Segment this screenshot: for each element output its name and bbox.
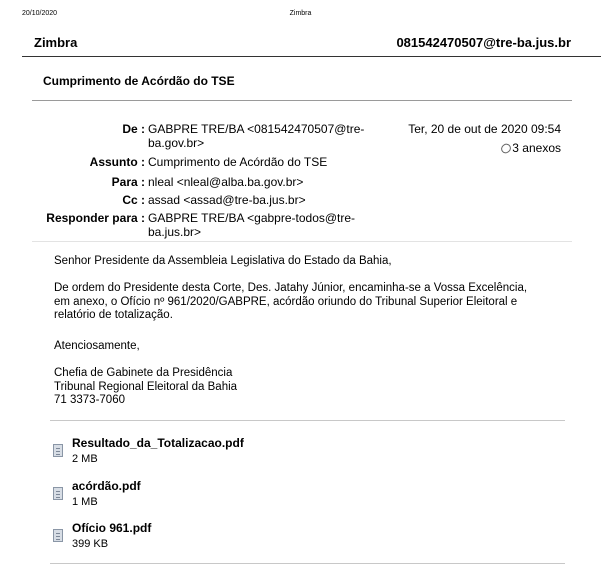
cc-value[interactable]: assad <assad@tre-ba.jus.br> xyxy=(148,193,306,207)
cc-label: Cc : xyxy=(122,193,145,207)
print-app-name: Zimbra xyxy=(289,10,312,17)
attachment-name[interactable]: Ofício 961.pdf xyxy=(72,521,152,535)
pdf-file-icon xyxy=(53,487,63,500)
signature xyxy=(54,367,237,408)
attachments-count[interactable]: 3 anexos xyxy=(501,141,561,155)
from-label: De : xyxy=(122,122,145,136)
pdf-file-icon xyxy=(53,529,63,542)
from-value[interactable] xyxy=(148,122,364,150)
pdf-file-icon xyxy=(53,444,63,457)
reply-to-line2: ba.jus.br> xyxy=(148,225,202,239)
reply-to-line1: GABPRE TRE/BA <gabpre-todos@tre- xyxy=(148,211,356,225)
subject-label: Assunto : xyxy=(89,155,145,169)
attachment-item[interactable] xyxy=(50,521,350,553)
subject-value: Cumprimento de Acórdão do TSE xyxy=(148,155,328,169)
body-paragraph xyxy=(54,282,527,323)
paperclip-icon xyxy=(500,142,513,155)
header-body-divider xyxy=(32,241,572,242)
body-closing: Atenciosamente, xyxy=(54,340,140,352)
account-email: 081542470507@tre-ba.jus.br xyxy=(396,35,571,50)
to-value[interactable]: nleal <nleal@alba.ba.gov.br> xyxy=(148,175,304,189)
message-date: Ter, 20 de out de 2020 09:54 xyxy=(408,122,561,136)
body-attachments-divider xyxy=(50,420,565,421)
reply-to-label: Responder para : xyxy=(46,211,145,225)
print-date: 20/10/2020 xyxy=(22,10,58,17)
from-line1: GABPRE TRE/BA <081542470507@tre- xyxy=(148,122,365,136)
message-subject-title: Cumprimento de Acórdão do TSE xyxy=(43,74,235,88)
attachment-name[interactable]: acórdão.pdf xyxy=(72,479,141,493)
to-label: Para : xyxy=(111,175,145,189)
attachment-item[interactable] xyxy=(50,479,350,511)
bottom-divider xyxy=(50,563,565,564)
attachment-name[interactable]: Resultado_da_Totalizacao.pdf xyxy=(72,436,244,450)
top-divider xyxy=(22,56,601,57)
attachment-item[interactable] xyxy=(50,436,350,468)
body-greeting: Senhor Presidente da Assembleia Legislativa do Estado da Bahia, xyxy=(54,255,392,267)
app-title: Zimbra xyxy=(34,35,78,50)
signature-line2: Tribunal Regional Eleitoral da Bahia xyxy=(54,380,238,393)
subject-divider xyxy=(32,100,572,101)
attachment-size: 1 MB xyxy=(72,496,98,508)
from-line2: ba.gov.br> xyxy=(148,136,205,150)
signature-line1: Chefia de Gabinete da Presidência xyxy=(54,367,233,379)
body-paragraph-line3: relatório de totalização. xyxy=(54,309,173,321)
attachment-size: 2 MB xyxy=(72,453,98,465)
body-paragraph-line1: De ordem do Presidente desta Corte, Des. Jatahy Júnior, encaminha-se a Vossa Excelência, xyxy=(54,282,528,294)
signature-line3: 71 3373-7060 xyxy=(54,394,125,406)
attachment-size: 399 KB xyxy=(72,538,109,550)
reply-to-value[interactable] xyxy=(148,211,355,239)
body-paragraph-line2: em anexo, o Ofício nº 961/2020/GABPRE, acórdão oriundo do Tribunal Superior Eleitoral e xyxy=(54,295,518,308)
